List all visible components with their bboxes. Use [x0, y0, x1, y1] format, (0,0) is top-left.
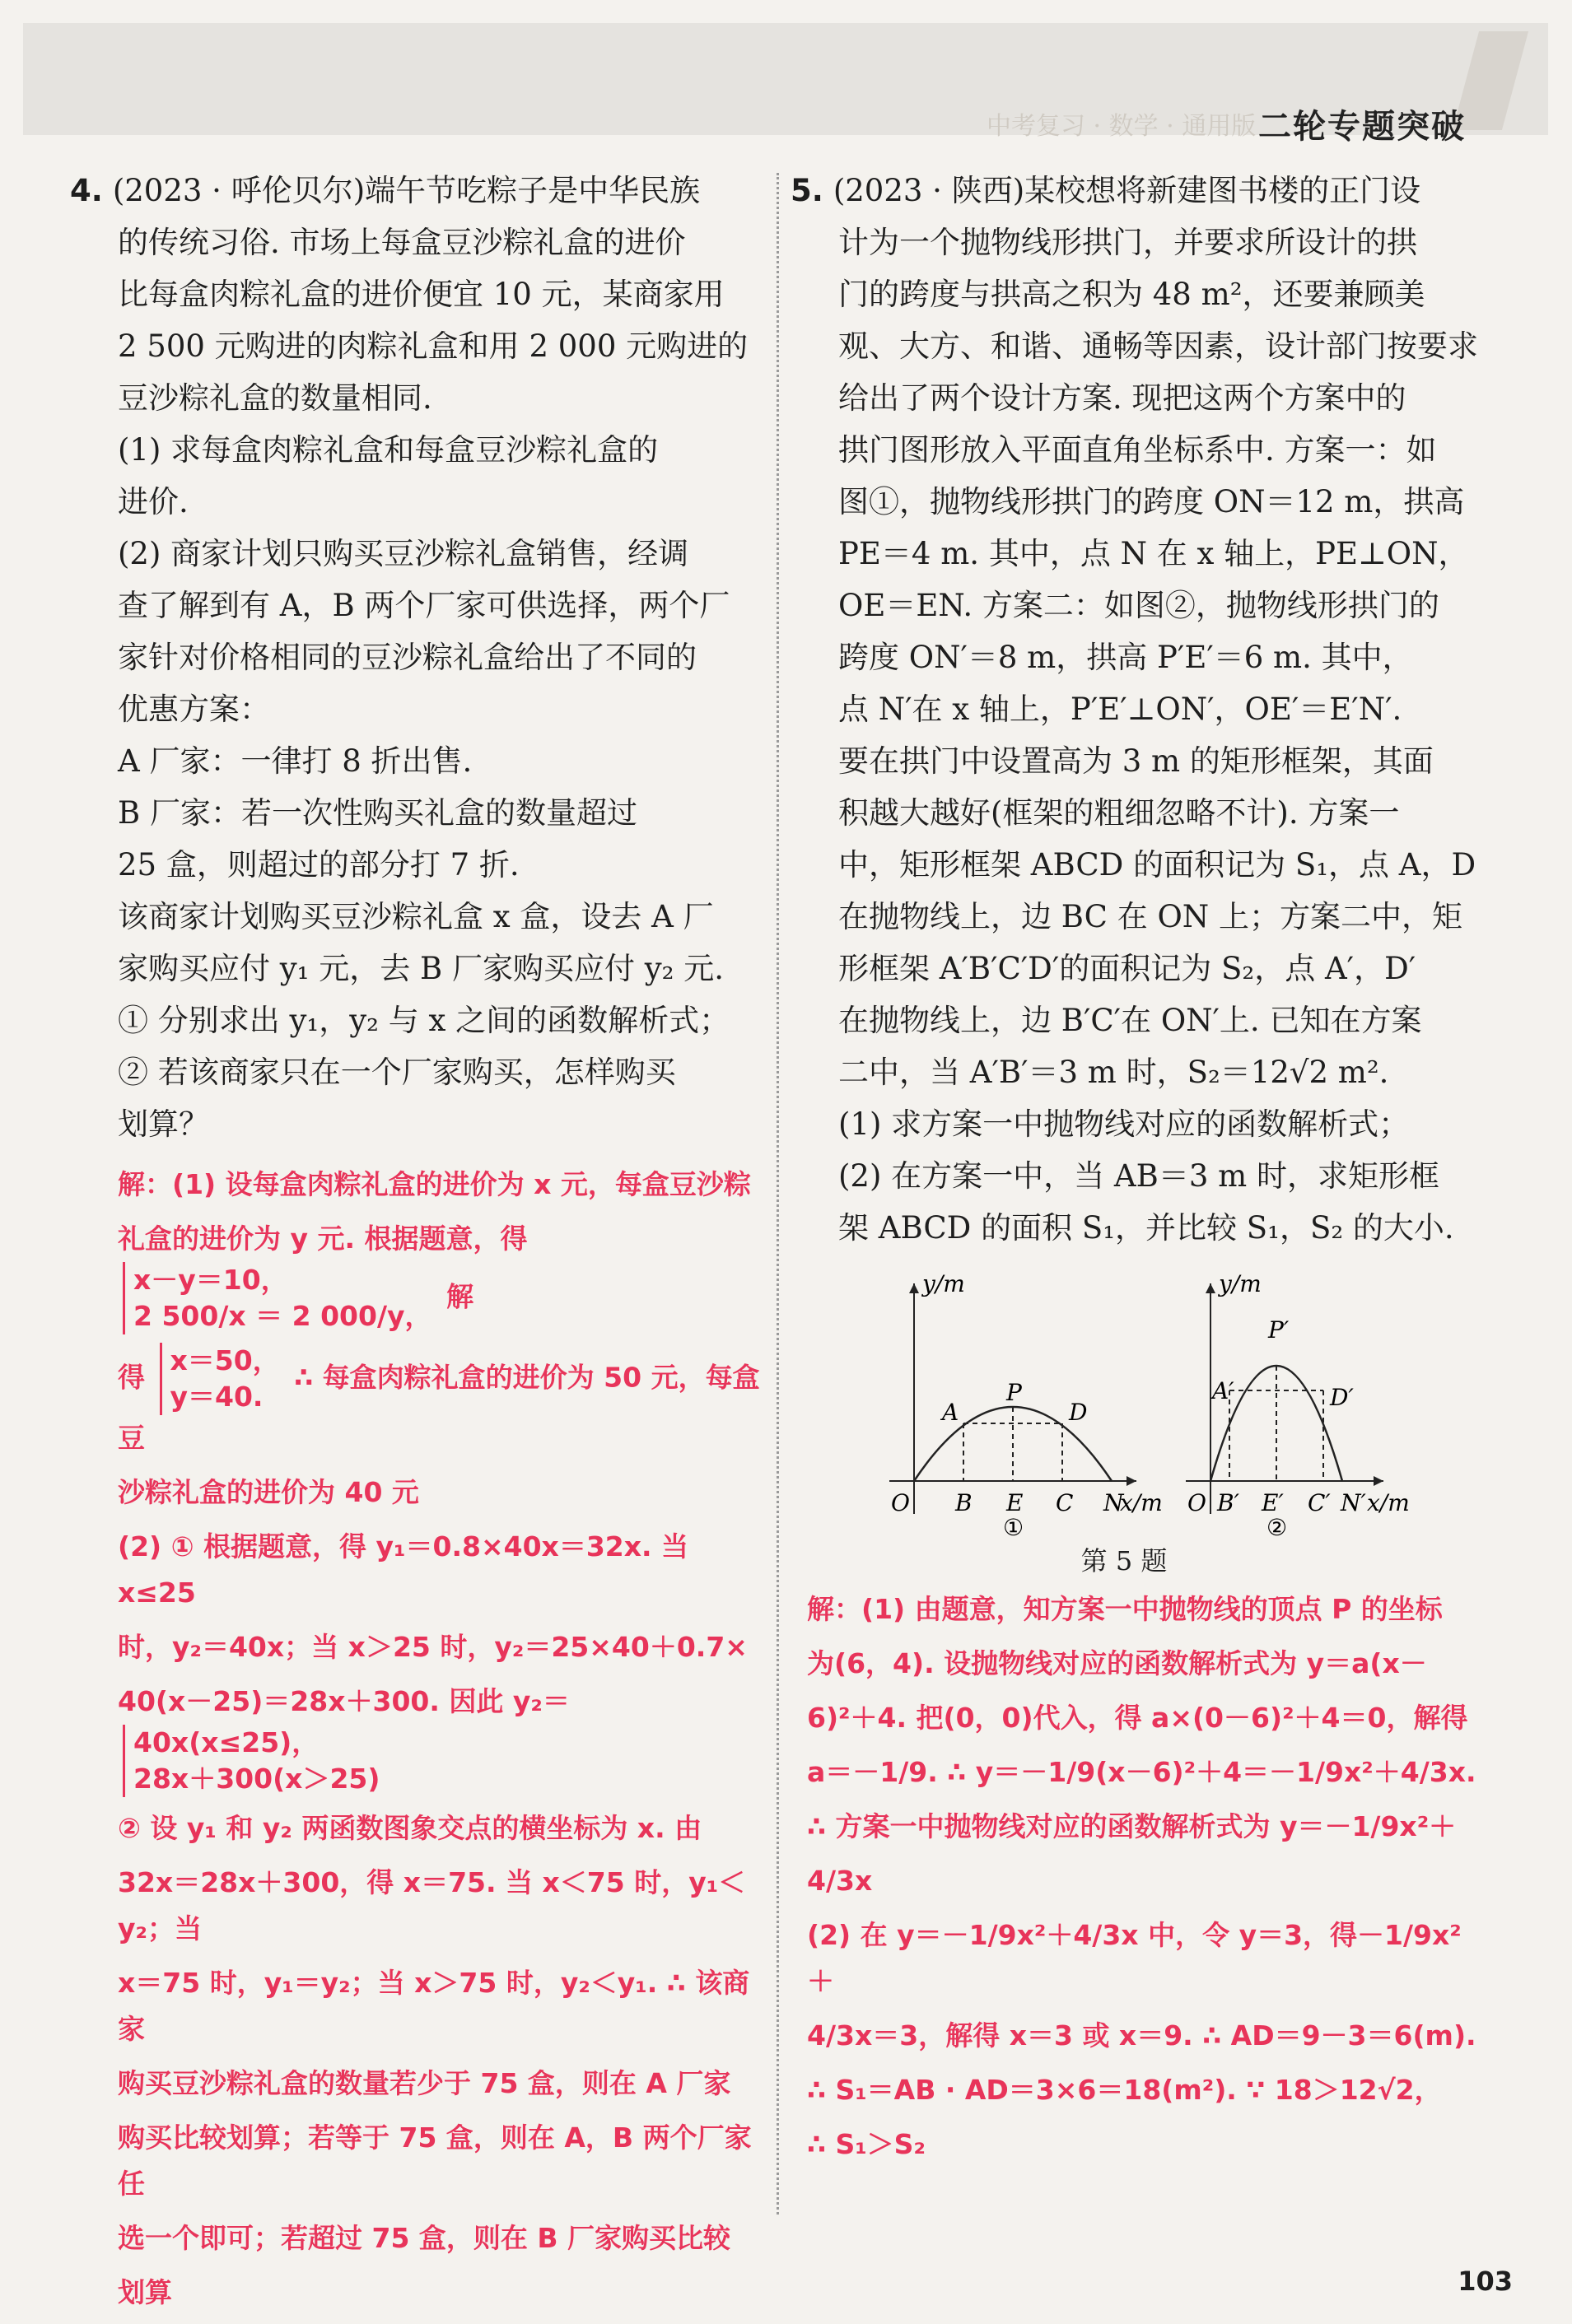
fig2-ylabel: y/m [1219, 1270, 1262, 1297]
q4-line: (2) 商家计划只购买豆沙粽礼盒销售，经调 [118, 536, 689, 571]
q4-answer-text: 40(x－25)＝28x＋300. 因此 y₂＝ [118, 1685, 570, 1717]
q4-line: ① 分别求出 y₁，y₂ 与 x 之间的函数解析式； [118, 1003, 730, 1038]
q4-line: 查了解到有 A，B 两个厂家可供选择，两个厂 [118, 588, 730, 623]
arrow-icon [1206, 1283, 1215, 1293]
section-title: 二轮专题突破 [1258, 108, 1466, 146]
q5-line: 要在拱门中设置高为 3 m 的矩形框架，其面 [838, 743, 1434, 779]
q4-answer-line: 购买豆沙粽礼盒的数量若少于 75 盒，则在 A 厂家 [118, 2067, 731, 2099]
piecewise-function [123, 1725, 380, 1797]
fig2-tag: ② [1266, 1514, 1288, 1539]
q4-answer-line [118, 1343, 762, 1461]
q5-line: 点 N′在 x 轴上，P′E′⊥ON′，OE′＝E′N′. [838, 692, 1402, 727]
q5-line: 计为一个抛物线形拱门，并要求所设计的拱 [838, 225, 1417, 260]
q4-answer-text: ∴ 每盒肉粽礼盒的进价为 50 元，每盒豆 [118, 1361, 760, 1454]
fig1-point-e: E [1006, 1489, 1024, 1516]
parabola-figures [791, 1267, 1482, 1539]
q4-line: ② 若该商家只在一个厂家购买，怎样购买 [118, 1055, 676, 1090]
q4-answer-line [118, 1679, 762, 1797]
q5-line: 门的跨度与拱高之积为 48 m²，还要兼顾美 [838, 277, 1425, 312]
question-4-answer [70, 1162, 762, 2316]
q4-answer-line: (2) ① 根据题意，得 y₁＝0.8×40x＝32x. 当 x≤25 [118, 1530, 689, 1609]
q4-answer-line: 时，y₂＝40x；当 x＞25 时，y₂＝25×40＋0.7× [118, 1631, 748, 1663]
q5-line: 积越大越好(框架的粗细忽略不计). 方案一 [838, 795, 1400, 831]
equation: 40x(x≤25)， [133, 1726, 320, 1758]
fig1-point-p: P [1006, 1379, 1022, 1406]
q4-line: 比每盒肉粽礼盒的进价便宜 10 元，某商家用 [118, 277, 725, 312]
q4-line: (1) 求每盒肉粽礼盒和每盒豆沙粽礼盒的 [118, 432, 659, 468]
fig2-point-a: A′ [1212, 1377, 1234, 1404]
q5-line: (1) 求方案一中抛物线对应的函数解析式； [838, 1106, 1410, 1142]
q5-answer-line: ∴ 方案一中抛物线对应的函数解析式为 y＝－1/9x²＋ [807, 1810, 1457, 1842]
figure-caption: 第 5 题 [1080, 1545, 1168, 1577]
q5-line: 形框架 A′B′C′D′的面积记为 S₂，点 A′，D′ [838, 951, 1416, 986]
q4-answer-line: 解：(1) 设每盒肉粽礼盒的进价为 x 元，每盒豆沙粽 [118, 1168, 751, 1200]
q5-line: PE＝4 m. 其中，点 N 在 x 轴上，PE⊥ON， [838, 536, 1469, 571]
arrow-icon [1127, 1476, 1136, 1486]
q4-line: 豆沙粽礼盒的数量相同. [118, 380, 432, 416]
question-5-answer [791, 1586, 1482, 2168]
fig2-xlabel: x/m [1367, 1489, 1410, 1516]
q4-line: 25 盒，则超过的部分打 7 折. [118, 847, 520, 883]
figure-svg [791, 1267, 1482, 1539]
q4-answer-line: 购买比较划算；若等于 75 盒，则在 A，B 两个厂家任 [118, 2121, 752, 2200]
q5-line: OE＝EN. 方案二：如图②，抛物线形拱门的 [838, 588, 1439, 623]
q5-answer-line: 解：(1) 由题意，知方案一中抛物线的顶点 P 的坐标 [807, 1593, 1443, 1625]
fig1-point-c: C [1056, 1489, 1074, 1516]
q5-answer-line: (2) 在 y＝－1/9x²＋4/3x 中，令 y＝3，得－1/9x²＋ [807, 1919, 1462, 1997]
column-divider [777, 173, 779, 2215]
arrow-icon [1374, 1476, 1383, 1486]
q5-answer-line: a＝－1/9. ∴ y＝－1/9(x－6)²＋4＝－1/9x²＋4/3x. [807, 1756, 1476, 1788]
q4-answer-line: ② 设 y₁ 和 y₂ 两函数图象交点的横坐标为 x. 由 [118, 1812, 702, 1844]
q4-answer-text: 礼盒的进价为 y 元. 根据题意，得 [118, 1223, 528, 1255]
fig1-point-n: N [1103, 1489, 1124, 1516]
q4-line: B 厂家：若一次性购买礼盒的数量超过 [118, 795, 637, 831]
fig1-origin: O [891, 1489, 910, 1516]
fig2-origin: O [1187, 1489, 1206, 1516]
q5-line: 二中，当 A′B′＝3 m 时，S₂＝12√2 m². [838, 1055, 1389, 1090]
q5-line: 观、大方、和谐、通畅等因素，设计部门按要求 [838, 328, 1478, 364]
q4-line: 优惠方案： [118, 692, 270, 727]
q4-line: 家购买应付 y₁ 元，去 B 厂家购买应付 y₂ 元. [118, 951, 724, 986]
question-5-number: 5. [791, 173, 823, 208]
q4-line: A 厂家：一律打 8 折出售. [118, 743, 473, 779]
equation-system [160, 1343, 280, 1415]
question-4-number: 4. [70, 173, 103, 208]
question-4-text [70, 165, 762, 1150]
fig2-point-d: D′ [1330, 1384, 1354, 1411]
equation: 2 500/x ＝ 2 000/y， [133, 1300, 432, 1332]
question-5 [791, 165, 1482, 2176]
fig1-xlabel: x/m [1120, 1489, 1163, 1516]
q4-answer-line: 沙粽礼盒的进价为 40 元 [118, 1476, 419, 1508]
q4-answer-text: 解 [446, 1280, 474, 1313]
fig1-ylabel: y/m [922, 1270, 965, 1297]
q4-line: (2023 · 呼伦贝尔)端午节吃粽子是中华民族 [112, 173, 701, 208]
q4-line: 的传统习俗. 市场上每盒豆沙粽礼盒的进价 [118, 225, 686, 260]
q4-line: 家针对价格相同的豆沙粽礼盒给出了不同的 [118, 640, 697, 675]
q4-answer-line: 32x＝28x＋300，得 x＝75. 当 x＜75 时，y₁＜y₂；当 [118, 1866, 746, 1944]
equation: 28x＋300(x＞25) [133, 1763, 380, 1795]
fig1-point-b: B [955, 1489, 973, 1516]
equation-system [123, 1262, 432, 1334]
q5-line: 图①，抛物线形拱门的跨度 ON＝12 m，拱高 [838, 484, 1465, 519]
q4-line: 2 500 元购进的肉粽礼盒和用 2 000 元购进的 [118, 328, 749, 364]
fig1-tag: ① [1003, 1514, 1024, 1539]
q4-answer-line: x＝75 时，y₁＝y₂；当 x＞75 时，y₂＜y₁. ∴ 该商家 [118, 1967, 750, 2045]
q5-line: (2) 在方案一中，当 AB＝3 m 时，求矩形框 [838, 1158, 1439, 1194]
q5-line: 拱门图形放入平面直角坐标系中. 方案一：如 [838, 432, 1437, 468]
equation: x－y＝10， [133, 1264, 288, 1296]
q4-line: 进价. [118, 484, 189, 519]
equation: x＝50， [170, 1344, 280, 1376]
fig2-point-p: P′ [1268, 1316, 1290, 1344]
q5-line: 中，矩形框架 ABCD 的面积记为 S₁，点 A，D [838, 847, 1476, 883]
equation: y＝40. [170, 1381, 264, 1413]
q5-answer-line: 为(6，4). 设抛物线对应的函数解析式为 y＝a(x－ [807, 1647, 1427, 1679]
q5-line: 给出了两个设计方案. 现把这两个方案中的 [838, 380, 1406, 416]
fig1-point-a: A [942, 1399, 959, 1426]
q4-answer-text: 得 [118, 1361, 145, 1394]
q5-line: 跨度 ON′＝8 m，拱高 P′E′＝6 m. 其中， [838, 640, 1413, 675]
arrow-icon [909, 1283, 919, 1293]
q4-answer-line: 选一个即可；若超过 75 盒，则在 B 厂家购买比较 [118, 2222, 731, 2254]
q5-answer-line: 4/3x [807, 1865, 873, 1897]
fig2-point-n: N′ [1341, 1489, 1366, 1516]
page-number: 103 [1458, 2266, 1513, 2297]
q5-line: (2023 · 陕西)某校想将新建图书楼的正门设 [833, 173, 1421, 208]
fig2-point-c: C′ [1308, 1489, 1331, 1516]
q4-line: 该商家计划购买豆沙粽礼盒 x 盒，设去 A 厂 [118, 899, 714, 934]
q5-answer-line: 6)²＋4. 把(0，0)代入，得 a×(0－6)²＋4＝0，解得 [807, 1702, 1468, 1734]
q5-answer-line: ∴ S₁＞S₂ [807, 2128, 926, 2160]
header-ghost-text: 中考复习 · 数学 · 通用版 [987, 112, 1257, 141]
fig1-point-d: D [1069, 1399, 1088, 1426]
q5-answer-line: ∴ S₁＝AB · AD＝3×6＝18(m²). ∵ 18＞12√2， [807, 2074, 1442, 2106]
question-4 [70, 165, 762, 2324]
figure-2 [1186, 1270, 1410, 1539]
q5-line: 架 ABCD 的面积 S₁，并比较 S₁，S₂ 的大小. [838, 1210, 1454, 1246]
q5-line: 在抛物线上，边 B′C′在 ON′上. 已知在方案 [838, 1003, 1422, 1038]
q4-answer-line [118, 1216, 762, 1334]
fig2-point-e: E′ [1262, 1489, 1284, 1516]
q5-line: 在抛物线上，边 BC 在 ON 上；方案二中，矩 [838, 899, 1462, 934]
q4-line: 划算？ [118, 1106, 209, 1142]
fig2-point-b: B′ [1217, 1489, 1239, 1516]
question-5-text [791, 165, 1482, 1254]
page-header [23, 23, 1548, 146]
q4-answer-line: 划算 [118, 2276, 172, 2308]
q5-answer-line: 4/3x＝3，解得 x＝3 或 x＝9. ∴ AD＝9－3＝6(m). [807, 2019, 1476, 2052]
figure-1 [889, 1270, 1163, 1539]
